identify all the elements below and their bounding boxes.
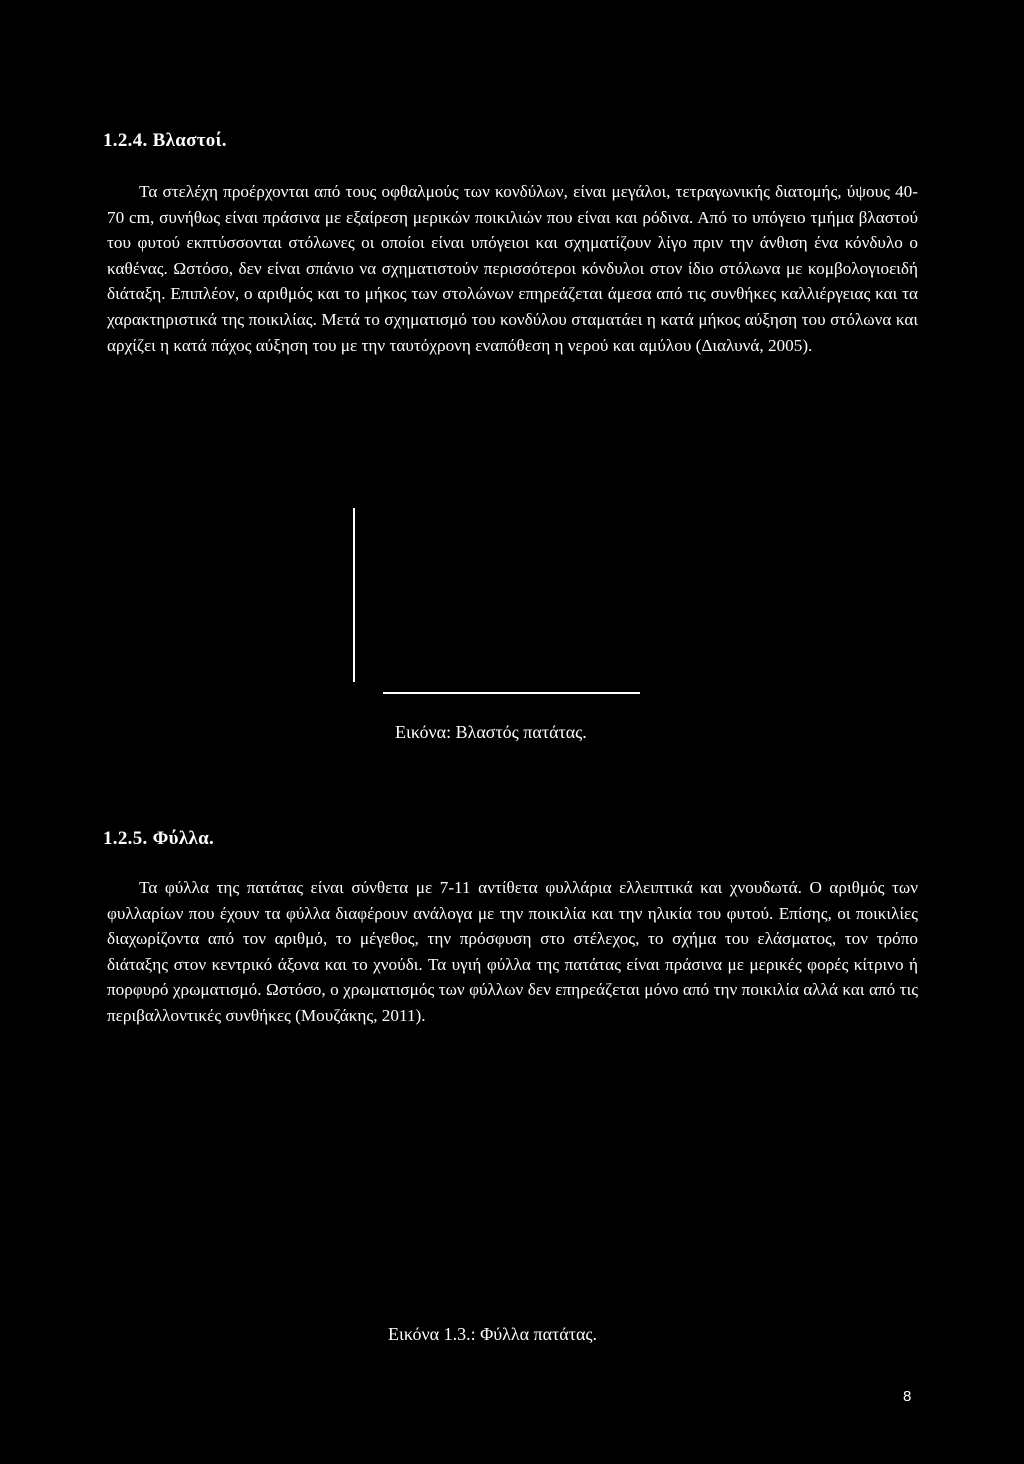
figure-caption-shoot: Εικόνα: Βλαστός πατάτας.	[395, 722, 587, 742]
paragraph-leaves	[107, 875, 918, 1029]
paragraph-leaves-text: Τα φύλλα της πατάτας είναι σύνθετα με 7-11 αντίθετα φυλλάρια ελλειπτικά και χνουδωτά. Ο αριθμός των φυλλαρίων που έχουν τα φύλλα διαφέρουν ανάλογα με την ποικιλία και την ηλικία του φυτού. Επίσης, οι ποικιλίες διαχωρίζοντα από τον αριθμό, το μέγεθος, την πρόσφυση στο στέλεχος, το σχήμα του ελάσματος, τον τρόπο διάταξης στον κεντρικό άξονα και το χνούδι. Τα υγιή φύλλα της πατάτας είναι πράσινα με μερικές φορές κίτρινο ή πορφυρό χρωματισμό. Ωστόσο, ο χρωματισμός των φύλλων δεν επηρεάζεται μόνο από την ποικιλία αλλά και από τις περιβαλλοντικές συνθήκες (Μουζάκης, 2011).	[107, 878, 918, 1025]
paragraph-shoots-text: Τα στελέχη προέρχονται από τους οφθαλμούς των κονδύλων, είναι μεγάλοι, τετραγωνικής διατομής, ύψους 40-70 cm, συνήθως είναι πράσινα με εξαίρεση μερικών ποικιλιών που είναι και ρόδινα. Από το υπόγειο τμήμα βλαστού του φυτού εκπτύσσονται στόλωνες οι οποίοι είναι υπόγειοι και σχηματίζουν λίγο πριν την άνθιση ένα κόνδυλο ο καθένας. Ωστόσο, δεν είναι σπάνιο να σχηματιστούν περισσότεροι κόνδυλοι στον ίδιο στόλωνα με κομβολογιοειδή διάταξη. Επιπλέον, ο αριθμός και το μήκος των στολώνων επηρεάζεται άμεσα από τις συνθήκες καλλιέργειας και τα χαρακτηριστικά της ποικιλίας. Μετά το σχηματισμό του κονδύλου σταματάει η κατά μήκος αύξηση του στόλωνα και αρχίζει η κατά πάχος αύξηση του με την ταυτόχρονη εναπόθεση η νερού και αμύλου (Διαλυνά, 2005).	[107, 182, 918, 355]
page-number: 8	[903, 1388, 912, 1405]
figure-shoot-frame-edge	[353, 508, 355, 682]
paragraph-shoots	[107, 179, 918, 358]
figure-shoot-bottom-edge	[383, 692, 640, 694]
section-heading-shoots: 1.2.4. Βλαστοί.	[103, 130, 227, 151]
section-heading-leaves: 1.2.5. Φύλλα.	[103, 828, 215, 849]
figure-caption-leaves: Εικόνα 1.3.: Φύλλα πατάτας.	[388, 1324, 598, 1344]
